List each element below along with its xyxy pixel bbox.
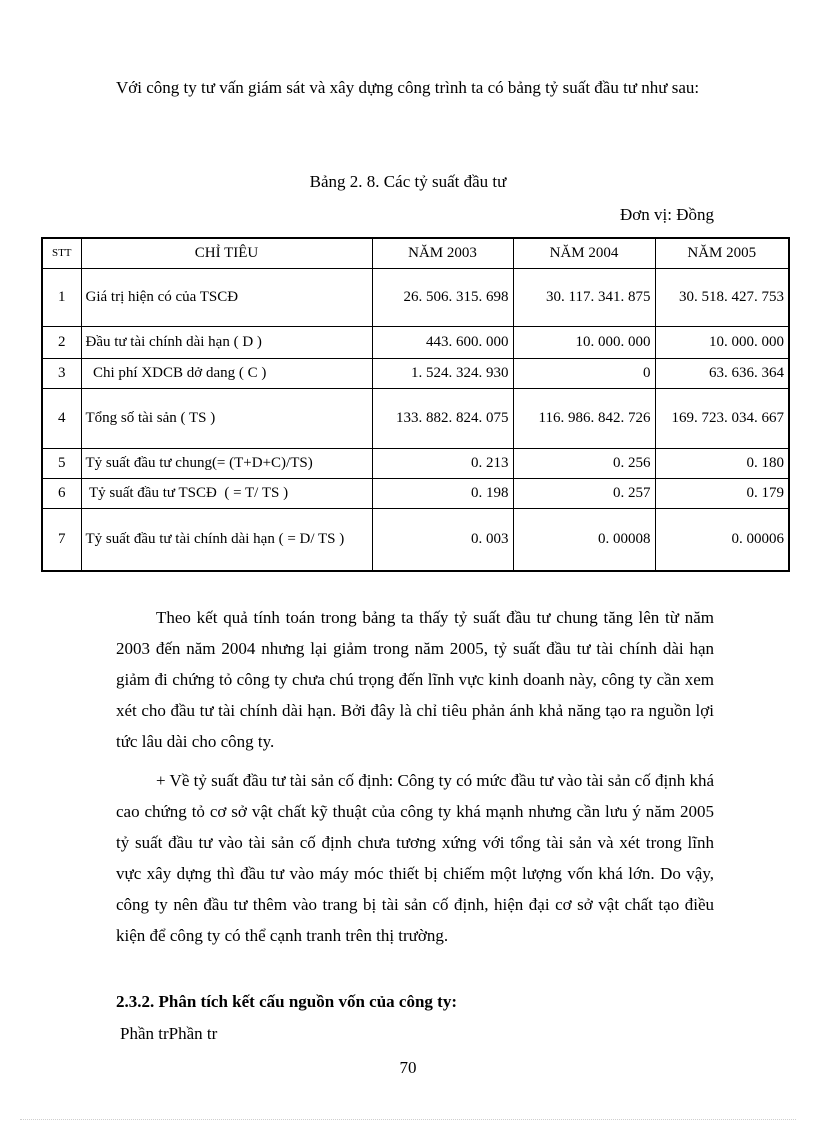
cell-2003: 443. 600. 000: [372, 327, 513, 359]
table-row: [42, 359, 789, 389]
cell-2004: 0. 257: [513, 479, 655, 509]
table-caption: Bảng 2. 8. Các tỷ suất đầu tư: [309, 172, 507, 191]
table-row: [42, 389, 789, 449]
conclusion-paragraph: [116, 602, 714, 757]
investment-ratio-table: [41, 237, 790, 572]
cell-2005: 169. 723. 034. 667: [655, 389, 789, 449]
cell-indicator: Tỷ suất đầu tư tài chính dài hạn ( = D/ TS ): [81, 509, 372, 571]
cell-stt: 6: [42, 479, 81, 509]
cell-indicator: Chi phí XDCB dở dang ( C ): [81, 359, 372, 389]
cell-2005: 10. 000. 000: [655, 327, 789, 359]
cell-stt: 2: [42, 327, 81, 359]
fixed-assets-paragraph: [116, 765, 714, 951]
cell-2004: 0. 00008: [513, 509, 655, 571]
cell-stt: 4: [42, 389, 81, 449]
cell-2004: 30. 117. 341. 875: [513, 269, 655, 327]
cell-2004: 0. 256: [513, 449, 655, 479]
page-bottom-divider: [20, 1119, 796, 1120]
header-year-2005: NĂM 2005: [655, 238, 789, 269]
table-row: [42, 327, 789, 359]
cell-2005: 0. 180: [655, 449, 789, 479]
unit-label: Đơn vị: Đồng: [620, 205, 714, 224]
table-row: [42, 449, 789, 479]
cell-2005: 0. 00006: [655, 509, 789, 571]
cell-2004: 116. 986. 842. 726: [513, 389, 655, 449]
cell-indicator: Tỷ suất đầu tư TSCĐ ( = T/ TS ): [81, 479, 372, 509]
cell-2003: 0. 003: [372, 509, 513, 571]
cell-2004: 10. 000. 000: [513, 327, 655, 359]
cell-2003: 0. 198: [372, 479, 513, 509]
table-header-row: [42, 238, 789, 269]
cell-stt: 7: [42, 509, 81, 571]
header-year-2003: NĂM 2003: [372, 238, 513, 269]
cell-2005: 63. 636. 364: [655, 359, 789, 389]
cell-2003: 26. 506. 315. 698: [372, 269, 513, 327]
header-indicator: CHỈ TIÊU: [81, 238, 372, 269]
cell-indicator: Tổng số tài sản ( TS ): [81, 389, 372, 449]
conclusion-text: Theo kết quả tính toán trong bảng ta thấy tỷ suất đầu tư chung tăng lên từ năm 2003 đến năm 2004 nhưng lại giảm trong năm 2005, tỷ suất đầu tư tài chính dài hạn giảm đi chứng tỏ công ty chưa chú trọng đến lĩnh vực kinh doanh này, công ty cần xem xét cho đầu tư tài chính dài hạn. Bởi đây là chỉ tiêu phản ánh khả năng tạo ra nguồn lợi tức lâu dài cho công ty.: [116, 608, 714, 751]
cell-2003: 133. 882. 824. 075: [372, 389, 513, 449]
table-row: [42, 269, 789, 327]
cell-stt: 1: [42, 269, 81, 327]
fixed-assets-text: + Về tỷ suất đầu tư tài sản cố định: Công ty có mức đầu tư vào tài sản cố định khá cao chứng tỏ cơ sở vật chất kỹ thuật của công ty khá mạnh nhưng cần lưu ý năm 2005 tỷ suất đầu tư vào tài sản cố định chưa tương xứng với tổng tài sản và xét trong lĩnh vực xây dựng thì đầu tư vào máy móc thiết bị chiếm một lượng vốn khá lớn. Do vậy, công ty nên đầu tư thêm vào trang bị tài sản cố định, hiện đại cơ sở vật chất tạo điều kiện để công ty có thể cạnh tranh trên thị trường.: [116, 771, 714, 945]
table-row: [42, 479, 789, 509]
cell-indicator: Tỷ suất đầu tư chung(= (T+D+C)/TS): [81, 449, 372, 479]
cell-2003: 0. 213: [372, 449, 513, 479]
cell-stt: 5: [42, 449, 81, 479]
cell-indicator: Đầu tư tài chính dài hạn ( D ): [81, 327, 372, 359]
cell-2005: 30. 518. 427. 753: [655, 269, 789, 327]
cell-2005: 0. 179: [655, 479, 789, 509]
section-heading: 2.3.2. Phân tích kết cấu nguồn vốn của công ty:: [116, 992, 457, 1011]
text-fragment: Phần trPhần tr: [120, 1024, 218, 1043]
intro-paragraph: Với công ty tư vấn giám sát và xây dựng công trình ta có bảng tỷ suất đầu tư như sau:: [116, 78, 700, 97]
cell-indicator: Giá trị hiện có của TSCĐ: [81, 269, 372, 327]
table-row: [42, 509, 789, 571]
page-number: 70: [399, 1058, 417, 1077]
cell-stt: 3: [42, 359, 81, 389]
header-year-2004: NĂM 2004: [513, 238, 655, 269]
cell-2003: 1. 524. 324. 930: [372, 359, 513, 389]
header-stt: STT: [42, 238, 81, 269]
cell-2004: 0: [513, 359, 655, 389]
